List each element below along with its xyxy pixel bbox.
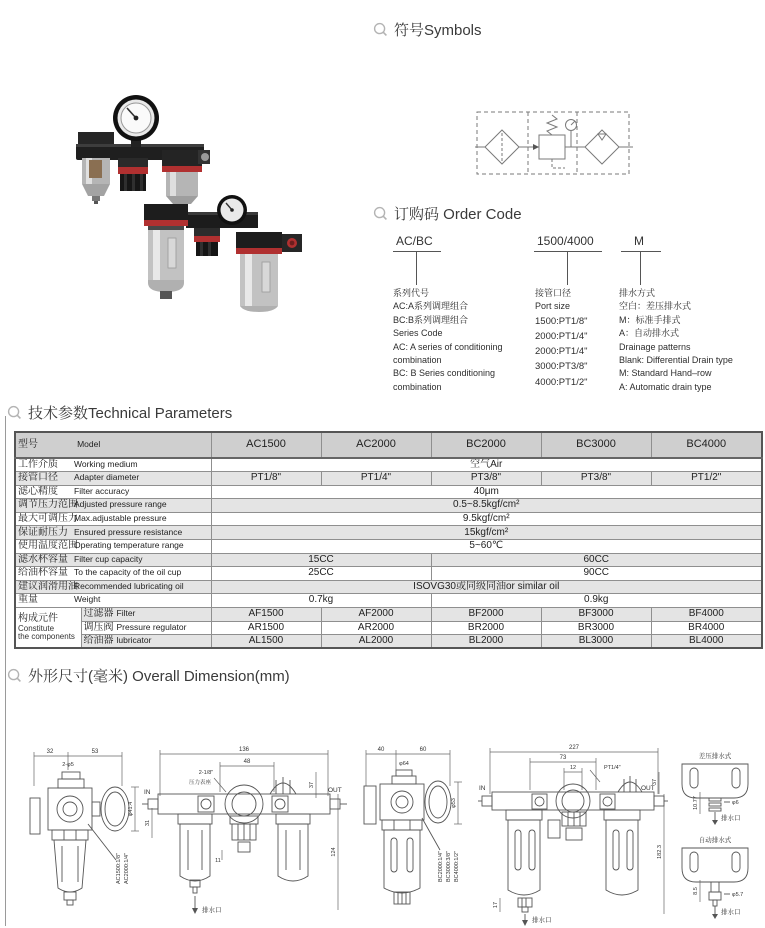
drain-type-description: 排水方式 空白：差压排水式 M：标准手排式 A：自动排水式 Drainage patterns Blank: Differential Drain type M: Standard Hand–row A: Automatic drain type (619, 288, 733, 392)
drawing-drain-details (666, 748, 764, 928)
model-header-en: Model (77, 439, 101, 450)
series-underline (393, 251, 441, 252)
magnifier-icon (373, 206, 388, 221)
svg-text:BC4000:1/2": BC4000:1/2" (454, 850, 460, 882)
table-row: 调节压力范围Adjusted pressure range 0.5~8.5kgf/cm² (15, 499, 762, 513)
order-code-heading (373, 203, 522, 224)
components-group-cell: 构成元件 Constitute the components (15, 608, 81, 649)
svg-text:60: 60 (419, 747, 427, 753)
drip-symbol (598, 134, 606, 140)
table-row: 滤心精度 Filter accuracy 40μm (15, 485, 762, 499)
model-header-zh: 型号 (18, 439, 38, 451)
svg-text:12: 12 (569, 765, 577, 771)
drawing-bc-assembly-front (478, 742, 668, 928)
table-row: 使用温度范围Operating temperature range 5~60℃ (15, 540, 762, 554)
svg-text:OUT: OUT (328, 787, 342, 794)
svg-text:BC2000:1/4": BC2000:1/4" (438, 850, 444, 882)
table-row: 调压阀 Pressure regulator AR1500 AR2000 BR2000 BR3000 BR4000 (15, 621, 762, 635)
port-size-description: 接管口径 Port size 1500:PT1/8" 2000:PT1/4" 2000:PT1/4" 3000:PT3/8" 4000:PT1/2" (535, 288, 588, 388)
drawing-ac-assembly-front (142, 742, 347, 928)
pneumatic-symbol-diagram (475, 106, 635, 186)
svg-text:124: 124 (331, 847, 337, 857)
svg-text:227: 227 (568, 745, 580, 751)
svg-text:10.77: 10.77 (693, 796, 699, 810)
flow-arrow (533, 144, 539, 150)
dimensions-heading-label: 外形尺寸(毫米) Overall Dimension(mm) (28, 668, 290, 685)
svg-text:IN: IN (479, 785, 486, 792)
svg-text:IN: IN (144, 789, 151, 796)
drain-vline (640, 252, 641, 285)
table-row: 构成元件 Constitute the components 过滤器 Filter AF1500 AF2000 BF2000 BF3000 BF4000 (15, 608, 762, 622)
table-row: 重量 Weight 0.7kg 0.9kg (15, 594, 762, 608)
drawing-bc-filter-side (352, 742, 464, 928)
drawing-ac-filter-side (22, 742, 140, 928)
svg-text:37: 37 (309, 781, 315, 789)
svg-text:40: 40 (377, 747, 385, 753)
table-row: 滤水杯容量 Filter cup capacity 15CC 60CC (15, 553, 762, 567)
svg-text:自动排水式: 自动排水式 (698, 837, 732, 844)
model-ac2000: AC2000 (321, 432, 431, 458)
svg-text:排水口: 排水口 (721, 909, 741, 916)
magnifier-icon (7, 668, 22, 683)
svg-text:φ64: φ64 (399, 761, 409, 767)
port-vline (567, 252, 568, 285)
magnifier-icon (7, 405, 22, 420)
svg-text:32: 32 (46, 749, 54, 755)
tech-params-heading (7, 402, 232, 423)
svg-text:48: 48 (243, 759, 251, 765)
table-row: 给油杯容量 To the capacity of the oil cup 25CC 90CC (15, 567, 762, 581)
model-bc2000: BC2000 (431, 432, 541, 458)
dimensions-heading (7, 665, 290, 686)
svg-text:11: 11 (215, 858, 221, 864)
svg-text:2-φ5: 2-φ5 (62, 762, 74, 768)
table-row: 给油器 lubricator AL1500 AL2000 BL2000 BL3000 BL4000 (15, 635, 762, 649)
svg-text:17: 17 (493, 901, 499, 909)
svg-text:73: 73 (559, 755, 567, 761)
series-code-description: 系列代号 AC:A系列调理组合 BC:B系列调理组合 Series Code AC: A series of conditioning combination BC: B Series conditioning combination (393, 288, 503, 392)
table-row: 工作介质 Working medium 空气Air (15, 458, 762, 472)
svg-text:37: 37 (652, 778, 658, 786)
svg-text:φ53: φ53 (451, 798, 457, 808)
order-code-series: AC/BC (396, 234, 433, 248)
table-row: 接管口径 Adapter diameter PT1/8" PT1/4" PT3/8" PT3/8" PT1/2" (15, 472, 762, 486)
svg-text:PT1/4": PT1/4" (604, 765, 621, 771)
order-code-heading-label: 订购码 Order Code (394, 206, 522, 223)
svg-text:AC1500:1/8": AC1500:1/8" (116, 852, 122, 884)
model-ac1500: AC1500 (211, 432, 321, 458)
svg-text:排水口: 排水口 (202, 907, 222, 914)
svg-text:8.5: 8.5 (693, 887, 699, 895)
model-bc3000: BC3000 (541, 432, 651, 458)
svg-text:182.3: 182.3 (657, 845, 663, 859)
table-row: 最大可调压力Max.adjustable pressure 9.5kgf/cm² (15, 512, 762, 526)
technical-parameters-table (14, 431, 763, 649)
product-photo-ac-unit (70, 92, 210, 204)
magnifier-icon (373, 22, 388, 37)
svg-text:差压排水式: 差压排水式 (698, 753, 732, 760)
symbols-heading-label: 符号Symbols (394, 22, 482, 39)
port-underline (534, 251, 602, 252)
svg-text:53: 53 (91, 749, 99, 755)
series-vline (416, 252, 417, 285)
svg-text:31: 31 (145, 819, 151, 827)
svg-text:φ6: φ6 (732, 800, 739, 806)
svg-text:排水口: 排水口 (721, 815, 741, 822)
svg-text:136: 136 (238, 747, 250, 753)
svg-text:BC3000:3/8": BC3000:3/8" (446, 850, 452, 882)
page-edge-line (5, 416, 6, 926)
model-bc4000: BC4000 (651, 432, 762, 458)
table-header-row (15, 432, 762, 458)
svg-text:φ5.7: φ5.7 (732, 892, 744, 898)
svg-text:OUT: OUT (641, 785, 655, 792)
svg-text:φ41.4: φ41.4 (128, 801, 134, 817)
tech-params-heading-label: 技术参数Technical Parameters (28, 405, 233, 422)
order-code-port: 1500/4000 (537, 234, 594, 248)
drain-underline (621, 251, 661, 252)
symbols-heading (373, 19, 482, 40)
svg-text:压力表座: 压力表座 (188, 780, 212, 786)
svg-text:2-1/8": 2-1/8" (198, 770, 214, 776)
svg-text:排水口: 排水口 (532, 917, 552, 924)
table-row: 建议润滑用油Recommended lubricating oil ISOVG30或同级同油or similar oil (15, 580, 762, 594)
svg-text:AC2000:1/4": AC2000:1/4" (124, 852, 130, 884)
table-row: 保证耐压力 Ensured pressure resistance 15kgf/cm² (15, 526, 762, 540)
order-code-drain: M (634, 234, 644, 248)
product-photo-bc-unit (138, 194, 303, 312)
port-size-label-en: Port size (535, 301, 571, 312)
port-size-label-zh: 接管口径 (535, 288, 572, 298)
